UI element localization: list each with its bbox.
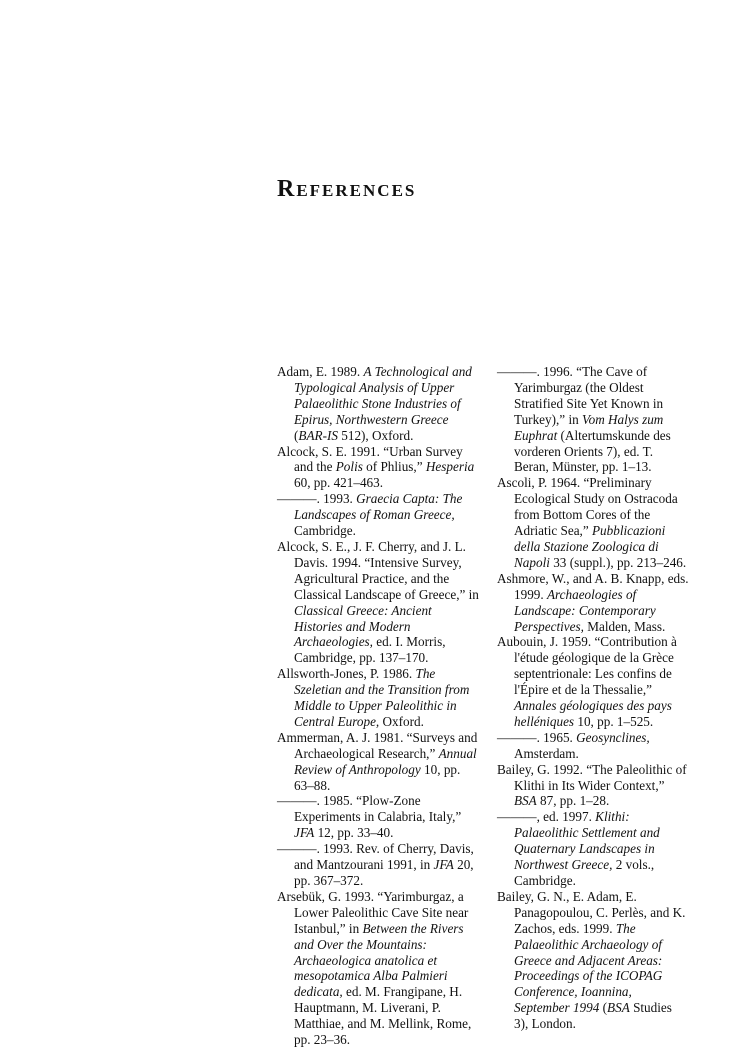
reference-text: Allsworth-Jones, P. 1986.: [277, 666, 416, 682]
reference-entry: [497, 364, 689, 475]
reference-text: (: [294, 427, 299, 443]
reference-text: 33 (suppl.), pp. 213–246.: [549, 554, 687, 570]
reference-entry: [497, 809, 689, 889]
reference-italic-text: BAR-IS: [298, 427, 338, 443]
reference-entry: [277, 841, 479, 889]
reference-entry: [497, 634, 689, 729]
reference-text: ed. I. Morris, Cambridge, pp. 137–170.: [294, 634, 446, 666]
reference-text: 60, pp. 421–463.: [294, 475, 384, 491]
reference-text: Ashmore, W., and A. B. Knapp, eds. 1999.: [497, 570, 689, 602]
reference-text: (: [599, 1000, 608, 1016]
reference-entry: [497, 571, 689, 635]
reference-text: Aubouin, J. 1959. “Contribution à l'étude géologique de la Grèce septentrionale: Les confins de l'Épire et de la Thessalie,”: [497, 634, 677, 698]
reference-text: 10, pp. 1–525.: [574, 713, 654, 729]
reference-italic-text: Hesperia: [425, 459, 475, 475]
reference-italic-text: Annales géologiques des pays helléniques: [514, 698, 672, 729]
reference-text: Studies 3), London.: [514, 1000, 672, 1032]
reference-italic-text: Classical Greece: Ancient Histories and Modern Archaeologies,: [294, 602, 432, 650]
reference-entry: [277, 444, 479, 492]
reference-text: ed. M. Frangipane, H. Hauptmann, M. Liverani, P. Matthiae, and M. Mellink, Rome, pp. 23–36.: [294, 984, 472, 1048]
reference-italic-text: BSA: [514, 793, 537, 809]
reference-text: 87, pp. 1–28.: [536, 793, 610, 809]
reference-text: Ascoli, P. 1964. “Preliminary Ecological Study on Ostracoda from Bottom Cores of the Adriatic Sea,”: [497, 475, 678, 539]
reference-text: ———. 1993. Rev. of Cherry, Davis, and Mantzourani 1991, in: [277, 841, 474, 873]
reference-entry: [497, 762, 689, 810]
reference-text: Alcock, S. E., J. F. Cherry, and J. L. Davis. 1994. “Intensive Survey, Agricultural Practice, and the Classical Landscape of Greece,” in: [277, 538, 479, 602]
references-column-right: [497, 364, 689, 1032]
reference-italic-text: BSA: [607, 1000, 630, 1016]
reference-entry: [277, 889, 479, 1048]
reference-entry: [277, 539, 479, 666]
reference-text: ———. 1965.: [497, 729, 577, 745]
reference-text: Ammerman, A. J. 1981. “Surveys and Archaeological Research,”: [277, 729, 478, 761]
reference-entry: [497, 730, 689, 762]
reference-text: 20, pp. 367–372.: [294, 857, 474, 888]
reference-text: 12, pp. 33–40.: [314, 825, 394, 841]
reference-text: (Altertumskunde des vorderen Orients 7), ed. T. Beran, Münster, pp. 1–13.: [514, 427, 671, 475]
reference-italic-text: A Technological and Typological Analysis of Upper Palaeolithic Stone Industries of Epirus, Northwestern Greece: [294, 364, 472, 427]
reference-entry: [277, 666, 479, 730]
reference-italic-text: Graecia Capta: The Landscapes of Roman Greece,: [294, 491, 463, 523]
reference-entry: [277, 491, 479, 539]
reference-italic-text: Archaeologies of Landscape: Contemporary Perspectives,: [514, 586, 656, 634]
reference-entry: [497, 889, 689, 1032]
reference-italic-text: The Szeletian and the Transition from Middle to Upper Paleolithic in Central Europe,: [294, 666, 470, 729]
references-column-left: [277, 364, 479, 1048]
reference-text: Amsterdam.: [514, 745, 579, 761]
reference-text: 512), Oxford.: [337, 427, 414, 443]
reference-italic-text: Annual Review of Anthropology: [294, 745, 477, 777]
reference-italic-text: Vom Halys zum Euphrat: [514, 411, 664, 443]
reference-text: ———, ed. 1997.: [497, 809, 596, 825]
reference-text: Malden, Mass.: [583, 618, 666, 634]
reference-entry: [497, 475, 689, 570]
reference-text: 2 vols., Cambridge.: [514, 857, 655, 888]
reference-text: ———. 1993.: [277, 491, 357, 507]
reference-text: Oxford.: [379, 713, 424, 729]
reference-italic-text: The Palaeolithic Archaeology of Greece and Adjacent Areas: Proceedings of the ICOPAG Conference, Ioannina, September 1994: [514, 920, 663, 1016]
reference-text: Arsebük, G. 1993. “Yarimburgaz, a Lower Paleolithic Cave Site near Istanbul,” in: [277, 888, 469, 936]
reference-text: ———. 1985. “Plow-Zone Experiments in Calabria, Italy,”: [277, 793, 462, 825]
reference-text: 10, pp. 63–88.: [294, 761, 461, 793]
reference-text: Bailey, G. N., E. Adam, E. Panagopoulou, C. Perlès, and K. Zachos, eds. 1999.: [497, 888, 686, 936]
reference-italic-text: Between the Rivers and Over the Mountains: Archaeologica anatolica et mesopotamica Alba Palmieri dedicata,: [294, 920, 464, 1000]
reference-italic-text: Polis: [335, 459, 363, 475]
reference-italic-text: Pubblicazioni della Stazione Zoologica di Napoli: [514, 523, 666, 570]
page-title: References: [277, 176, 417, 202]
reference-text: Cambridge.: [294, 523, 356, 539]
reference-text: Adam, E. 1989.: [277, 364, 364, 379]
reference-text: of Phlius,”: [362, 459, 426, 475]
reference-entry: [277, 730, 479, 794]
reference-text: Alcock, S. E. 1991. “Urban Survey and the: [277, 443, 463, 475]
reference-italic-text: JFA: [433, 857, 454, 873]
reference-entry: [277, 793, 479, 841]
reference-entry: [277, 364, 479, 444]
reference-text: Bailey, G. 1992. “The Paleolithic of Klithi in Its Wider Context,”: [497, 761, 687, 793]
reference-text: ———. 1996. “The Cave of Yarimburgaz (the Oldest Stratified Site Yet Known in Turkey),” in: [497, 364, 664, 427]
reference-italic-text: JFA: [294, 825, 315, 841]
reference-italic-text: Geosynclines,: [576, 729, 650, 745]
reference-italic-text: Klithi: Palaeolithic Settlement and Quaternary Landscapes in Northwest Greece,: [514, 809, 660, 873]
